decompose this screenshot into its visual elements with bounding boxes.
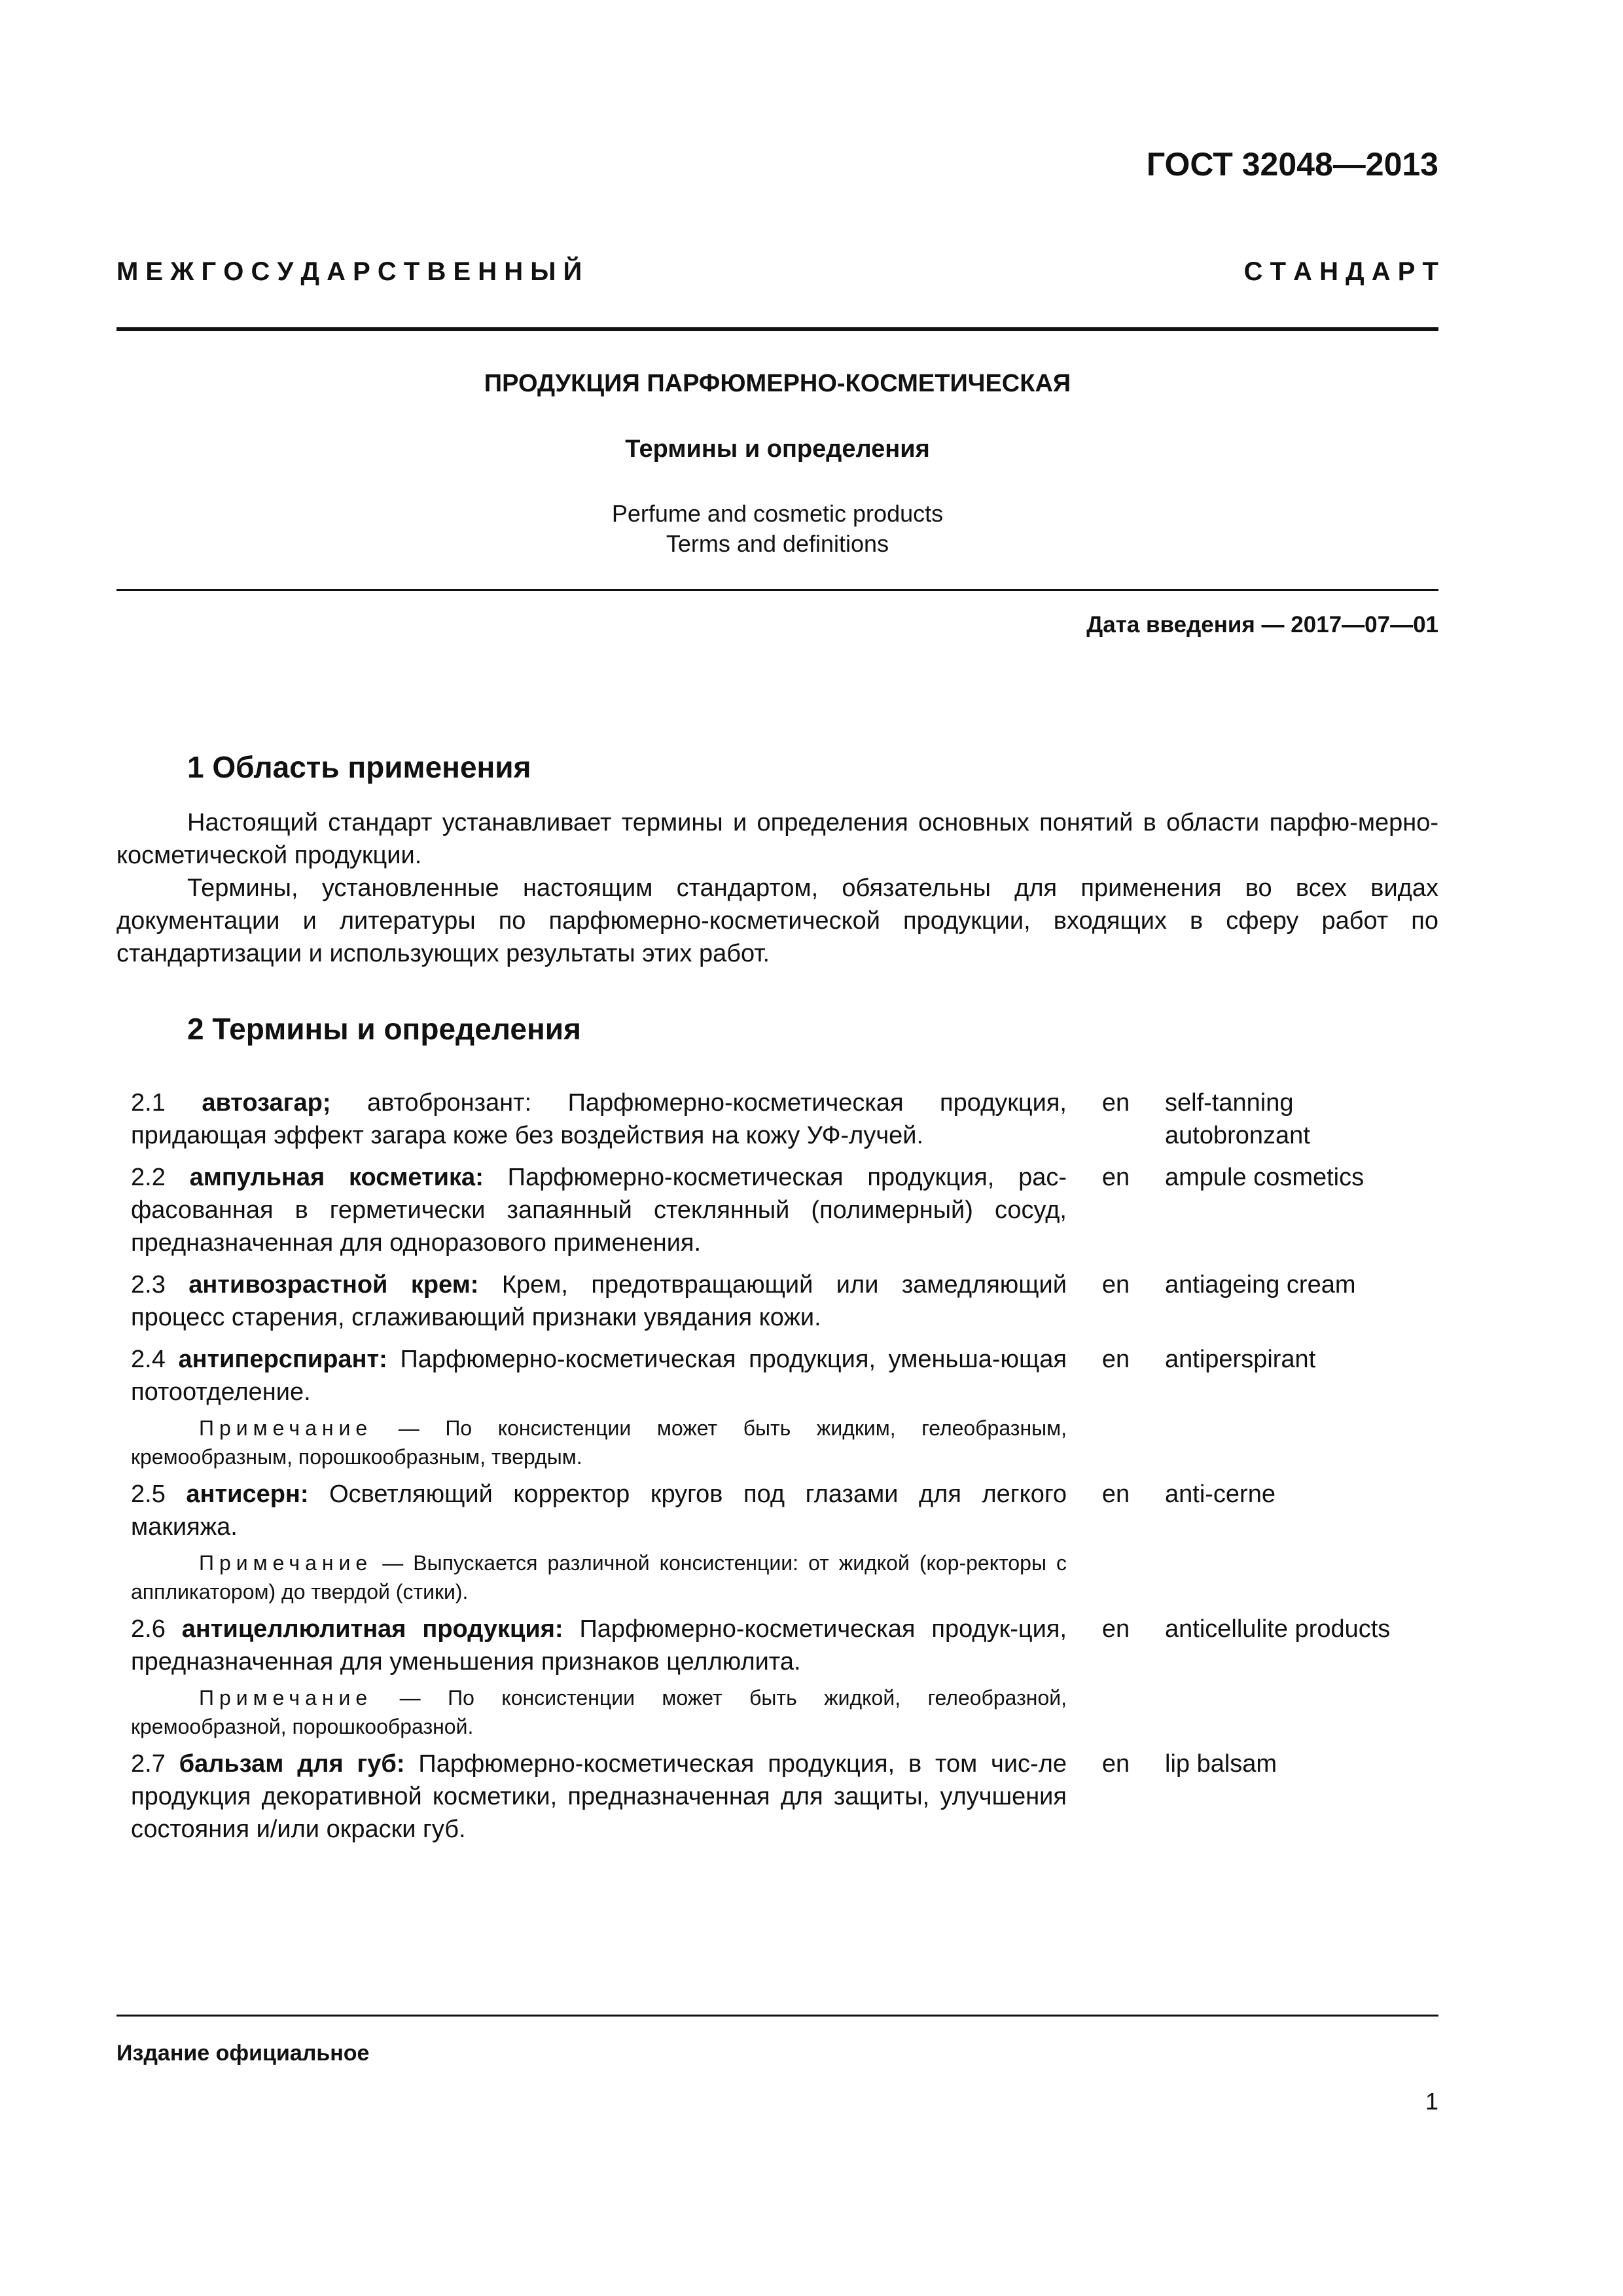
english-title xyxy=(116,499,1438,559)
term-name: антиперспирант: xyxy=(178,1346,387,1373)
term-body: Парфюмерно-косметическая продукция, в том чис-ле продукция декоративной косметики, предназначенная для защиты, улучшения состояния и/или окраски губ. xyxy=(131,1750,1067,1843)
interstate-label: М Е Ж Г О С У Д А Р С Т В Е Н Н Ы Й xyxy=(116,257,582,286)
official-edition-label: Издание официальное xyxy=(116,2041,370,2066)
term-number: 2.7 xyxy=(131,1750,166,1778)
scope-paragraph-2: Термины, установленные настоящим стандартом, обязательны для применения во всех видах документации и литературы по парфюмерно-косметической продукции, входящих в сферу работ по стандартизации и использующих результаты этих работ. xyxy=(116,874,1438,967)
term-body: автобронзант: Парфюмерно-косметическая продукция, придающая эффект загара коже без воздействия на кожу УФ-лучей. xyxy=(131,1089,1067,1149)
term-body: Парфюмерно-косметическая продукция, рас-фасованная в герметически запаянный стеклянный (полимерный) сосуд, предназначенная для одноразового применения. xyxy=(131,1164,1067,1257)
term-number: 2.2 xyxy=(131,1164,166,1191)
term-lang-code: en xyxy=(1101,1164,1130,1191)
term-number: 2.1 xyxy=(131,1089,166,1117)
term-entry xyxy=(131,1086,1438,1152)
term-lang-code: en xyxy=(1101,1480,1130,1508)
term-body: Парфюмерно-косметическая продукция, уменьша-ющая потоотделение. xyxy=(131,1346,1067,1406)
term-name: антисерн: xyxy=(186,1480,309,1508)
document-subtitle: Термины и определения xyxy=(625,435,930,463)
term-note xyxy=(131,1549,1067,1606)
term-body: Парфюмерно-косметическая продук-ция, предназначенная для уменьшения признаков целлюлита. xyxy=(131,1615,1067,1676)
title-rule xyxy=(116,589,1438,591)
term-english-equivalent: ampule cosmetics xyxy=(1165,1164,1364,1191)
term-lang-code: en xyxy=(1101,1615,1130,1643)
term-entry xyxy=(131,1478,1438,1543)
term-english-equivalent: anti-cerne xyxy=(1165,1480,1275,1508)
term-english-equivalent: antiageing cream xyxy=(1165,1271,1356,1299)
term-english-equivalent: anticellulite products xyxy=(1165,1615,1391,1643)
term-definition xyxy=(131,1086,1067,1152)
section-2-heading: 2 Термины и определения xyxy=(187,1012,581,1046)
term-definition xyxy=(131,1478,1067,1543)
term-lang-code: en xyxy=(1101,1750,1130,1778)
term-lang-code: en xyxy=(1101,1346,1130,1373)
page-number: 1 xyxy=(1425,2088,1438,2115)
term-english-equivalent: self-tanning autobronzant xyxy=(1165,1089,1310,1149)
term-note xyxy=(131,1683,1067,1741)
term-name: бальзам для губ: xyxy=(179,1750,405,1778)
term-body: Осветляющий корректор кругов под глазами для легкого макияжа. xyxy=(131,1480,1067,1541)
terms-list xyxy=(131,1086,1438,1846)
term-definition xyxy=(131,1268,1067,1334)
scope-paragraph-1: Настоящий стандарт устанавливает термины и определения основных понятий в области парфю-мерно-косметической продукции. xyxy=(116,809,1438,869)
note-label: Примечание xyxy=(199,1551,373,1575)
standard-label: С Т А Н Д А Р Т xyxy=(1243,257,1438,286)
term-entry xyxy=(131,1613,1438,1678)
note-text: — Выпускается различной консистенции: от жидкой (кор-ректоры с аппликатором) до твердой (стики). xyxy=(131,1551,1067,1604)
term-english-equivalent: antiperspirant xyxy=(1165,1346,1316,1373)
term-name: ампульная косметика: xyxy=(189,1164,484,1191)
term-definition xyxy=(131,1748,1067,1846)
term-number: 2.3 xyxy=(131,1271,166,1299)
english-title-line-1: Perfume and cosmetic products xyxy=(611,500,944,527)
header-rule xyxy=(116,327,1438,331)
term-entry xyxy=(131,1161,1438,1259)
term-number: 2.6 xyxy=(131,1615,166,1643)
term-name: автозагар; xyxy=(202,1089,331,1117)
scope-text xyxy=(116,806,1438,970)
term-definition xyxy=(131,1343,1067,1408)
note-label: Примечание xyxy=(199,1416,373,1440)
english-title-line-2: Terms and definitions xyxy=(666,530,889,557)
term-entry xyxy=(131,1748,1438,1846)
note-text: — По консистенции может быть жидким, гелеобразным, кремообразным, порошкообразным, твердым. xyxy=(131,1416,1067,1469)
interstate-standard-banner xyxy=(116,257,1438,287)
gost-number: ГОСТ 32048—2013 xyxy=(1146,146,1438,183)
term-note xyxy=(131,1414,1067,1471)
term-number: 2.5 xyxy=(131,1480,166,1508)
term-entry xyxy=(131,1343,1438,1408)
term-lang-code: en xyxy=(1101,1089,1130,1117)
term-name: антицеллюлитная продукция: xyxy=(181,1615,563,1643)
term-definition xyxy=(131,1613,1067,1678)
term-number: 2.4 xyxy=(131,1346,166,1373)
term-lang-code: en xyxy=(1101,1271,1130,1299)
note-text: — По консистенции может быть жидкой, гелеобразной, кремообразной, порошкообразной. xyxy=(131,1686,1067,1738)
footer-rule xyxy=(116,2015,1438,2017)
introduction-date: Дата введения — 2017—07—01 xyxy=(1086,612,1438,637)
term-english-equivalent: lip balsam xyxy=(1165,1750,1277,1778)
term-entry xyxy=(131,1268,1438,1334)
term-name: антивозрастной крем: xyxy=(188,1271,479,1299)
term-definition xyxy=(131,1161,1067,1259)
document-title: ПРОДУКЦИЯ ПАРФЮМЕРНО-КОСМЕТИЧЕСКАЯ xyxy=(484,370,1071,397)
note-label: Примечание xyxy=(199,1686,373,1710)
term-body: Крем, предотвращающий или замедляющий процесс старения, сглаживающий признаки увядания кожи. xyxy=(131,1271,1067,1331)
section-1-heading: 1 Область применения xyxy=(187,750,531,784)
